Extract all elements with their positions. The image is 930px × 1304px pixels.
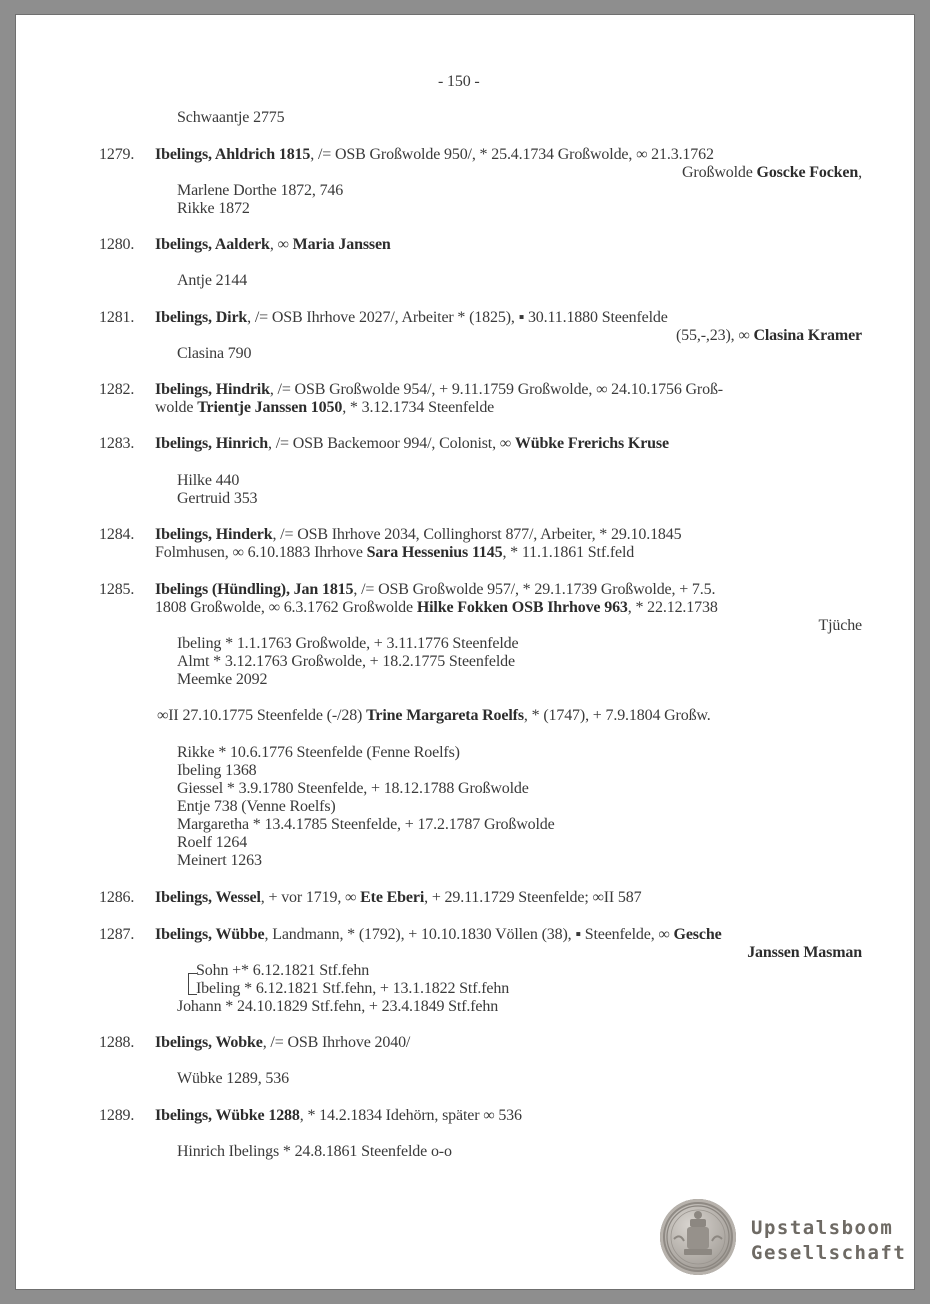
- entry-heading: [155, 1034, 410, 1052]
- text-segment: , /= OSB Großwolde 957/, * 29.1.1739 Großwolde, + 7.5.: [353, 581, 716, 598]
- text-segment: , * 3.12.1734 Steenfelde: [342, 399, 495, 416]
- text-line: [177, 200, 250, 218]
- text-segment: , /= OSB Ihrhove 2034, Collinghorst 877/, Arbeiter, * 29.10.1845: [272, 526, 682, 543]
- bold-name: Ibelings, Wübbe: [155, 926, 265, 943]
- page-number: - 150 -: [438, 73, 480, 90]
- text-segment: , /= OSB Backemoor 994/, Colonist, ∞: [268, 435, 515, 452]
- text-segment: Rikke 1872: [177, 200, 250, 217]
- text-segment: wolde: [155, 399, 198, 416]
- text-line: [155, 399, 494, 417]
- text-line: [196, 980, 509, 998]
- text-line: [177, 490, 257, 508]
- bold-name: Ibelings, Hindrik: [155, 381, 270, 398]
- text-line: [177, 472, 239, 490]
- entry-number: 1282.: [99, 381, 135, 398]
- bold-name: Ibelings, Ahldrich 1815: [155, 146, 311, 163]
- entry-number: 1286.: [99, 889, 135, 906]
- entry-number: 1280.: [99, 236, 135, 253]
- text-segment: , Landmann, * (1792), + 10.10.1830 Völlen (38), ▪ Steenfelde, ∞: [264, 926, 674, 943]
- text-segment: Rikke * 10.6.1776 Steenfelde (Fenne Roelfs): [177, 744, 460, 761]
- bold-name: Maria Janssen: [292, 236, 391, 253]
- text-segment: , + 29.11.1729 Steenfelde; ∞II 587: [424, 889, 642, 906]
- brand-name-line1: Upstalsboom: [751, 1217, 894, 1239]
- bold-name: Janssen Masman: [747, 944, 862, 961]
- text-segment: Tjüche: [818, 617, 862, 634]
- bold-name: Wübke Frerichs Kruse: [514, 435, 669, 452]
- text-segment: Margaretha * 13.4.1785 Steenfelde, + 17.2.1787 Großwolde: [177, 816, 555, 833]
- text-line: [177, 182, 343, 200]
- text-segment: Schwaantje 2775: [177, 109, 285, 126]
- text-line: [177, 852, 262, 870]
- bold-name: Ibelings, Hinrich: [155, 435, 269, 452]
- text-segment: , /= OSB Großwolde 950/, * 25.4.1734 Großwolde, ∞ 21.3.1762: [310, 146, 714, 163]
- entry-heading: [155, 526, 681, 544]
- text-segment: Roelf 1264: [177, 834, 248, 851]
- bold-name: Ibelings, Hinderk: [155, 526, 273, 543]
- text-segment: Almt * 3.12.1763 Großwolde, + 18.2.1775 Steenfelde: [177, 653, 515, 670]
- text-line: [177, 998, 498, 1016]
- text-line: [676, 327, 862, 345]
- text-segment: , /= OSB Ihrhove 2040/: [262, 1034, 411, 1051]
- entry-heading: [155, 236, 391, 254]
- text-segment: Gertruid 353: [177, 490, 258, 507]
- text-segment: Johann * 24.10.1829 Stf.fehn, + 23.4.1849 Stf.fehn: [177, 998, 499, 1015]
- text-line: [177, 653, 515, 671]
- bold-name: Ibelings, Dirk: [155, 309, 248, 326]
- text-segment: , /= OSB Großwolde 954/, + 9.11.1759 Großwolde, ∞ 24.10.1756 Groß-: [269, 381, 723, 398]
- entry-heading: [155, 435, 669, 453]
- brand-name-line2: Gesellschaft: [751, 1242, 907, 1264]
- entry-number: 1284.: [99, 526, 135, 543]
- text-segment: (55,-,23), ∞: [675, 327, 754, 344]
- text-line: [177, 798, 336, 816]
- bold-name: Ibelings, Wübke 1288: [155, 1107, 300, 1124]
- entry-number: 1289.: [99, 1107, 135, 1124]
- text-line: [177, 671, 267, 689]
- text-line: [177, 780, 529, 798]
- text-line: [177, 635, 518, 653]
- bold-name: Ibelings (Hündling), Jan 1815: [155, 581, 354, 598]
- text-line: [177, 272, 247, 290]
- text-segment: Hinrich Ibelings * 24.8.1861 Steenfelde o-o: [177, 1143, 452, 1160]
- text-segment: , ∞: [269, 236, 293, 253]
- text-segment: Clasina 790: [177, 345, 252, 362]
- bold-name: Trientje Janssen 1050: [197, 399, 343, 416]
- text-segment: , * 11.1.1861 Stf.feld: [502, 544, 635, 561]
- bold-name: Goscke Focken: [756, 164, 859, 181]
- text-segment: Antje 2144: [177, 272, 248, 289]
- entry-number: 1281.: [99, 309, 135, 326]
- entry-heading: [155, 581, 715, 599]
- bold-name: Trine Margareta Roelfs: [366, 707, 524, 724]
- bold-name: Gesche: [673, 926, 722, 943]
- text-line: [747, 944, 862, 962]
- text-line: [177, 762, 257, 780]
- entry-number: 1285.: [99, 581, 135, 598]
- text-line: [177, 816, 555, 834]
- text-segment: Ibeling * 1.1.1763 Großwolde, + 3.11.1776 Steenfelde: [177, 635, 519, 652]
- text-line: [177, 744, 460, 762]
- entry-number: 1287.: [99, 926, 135, 943]
- text-segment: Wübke 1289, 536: [177, 1070, 289, 1087]
- text-line: [818, 617, 862, 635]
- bold-name: Ibelings, Aalderk: [155, 236, 270, 253]
- bold-name: Sara Hessenius 1145: [366, 544, 503, 561]
- text-segment: Ibeling * 6.12.1821 Stf.fehn, + 13.1.1822 Stf.fehn: [196, 980, 510, 997]
- text-segment: Entje 738 (Venne Roelfs): [177, 798, 336, 815]
- text-segment: , * 14.2.1834 Idehörn, später ∞ 536: [299, 1107, 522, 1124]
- entry-number: 1288.: [99, 1034, 135, 1051]
- entry-number: 1279.: [99, 146, 135, 163]
- bold-name: Ibelings, Wessel: [155, 889, 261, 906]
- text-line: [682, 164, 862, 182]
- text-line: [155, 599, 718, 617]
- text-segment: Giessel * 3.9.1780 Steenfelde, + 18.12.1788 Großwolde: [177, 780, 529, 797]
- text-segment: Meemke 2092: [177, 671, 268, 688]
- text-line: [196, 962, 369, 980]
- text-line: [177, 1070, 289, 1088]
- bold-name: Hilke Fokken OSB Ihrhove 963: [416, 599, 628, 616]
- text-segment: , * 22.12.1738: [627, 599, 718, 616]
- text-segment: Sohn +* 6.12.1821 Stf.fehn: [196, 962, 370, 979]
- entry-heading: [155, 381, 723, 399]
- text-segment: Folmhusen, ∞ 6.10.1883 Ihrhove: [155, 544, 367, 561]
- text-segment: ∞II 27.10.1775 Steenfelde (-/28): [157, 707, 367, 724]
- bold-name: Ibelings, Wobke: [155, 1034, 263, 1051]
- text-line: [157, 707, 711, 725]
- text-segment: Meinert 1263: [177, 852, 262, 869]
- entry-number: 1283.: [99, 435, 135, 452]
- text-line: [155, 544, 634, 562]
- bold-name: Clasina Kramer: [753, 327, 862, 344]
- text-line: [177, 1143, 452, 1161]
- entry-heading: [155, 926, 722, 944]
- text-segment: , /= OSB Ihrhove 2027/, Arbeiter * (1825), ▪ 30.11.1880 Steenfelde: [247, 309, 668, 326]
- entry-heading: [155, 889, 642, 907]
- text-segment: Hilke 440: [177, 472, 240, 489]
- text-segment: Ibeling 1368: [177, 762, 257, 779]
- text-segment: Marlene Dorthe 1872, 746: [177, 182, 344, 199]
- bold-name: Ete Eberi: [360, 889, 425, 906]
- text-segment: ,: [858, 164, 862, 181]
- entry-heading: [155, 1107, 522, 1125]
- entry-heading: [155, 309, 668, 327]
- text-line: [177, 834, 247, 852]
- text-segment: , * (1747), + 7.9.1804 Großw.: [523, 707, 711, 724]
- text-segment: , + vor 1719, ∞: [260, 889, 361, 906]
- entry-heading: [155, 146, 714, 164]
- seal-logo-icon: [660, 1199, 736, 1275]
- text-line: [177, 109, 285, 127]
- text-segment: Großwolde: [682, 164, 757, 181]
- text-segment: 1808 Großwolde, ∞ 6.3.1762 Großwolde: [155, 599, 417, 616]
- text-line: [177, 345, 251, 363]
